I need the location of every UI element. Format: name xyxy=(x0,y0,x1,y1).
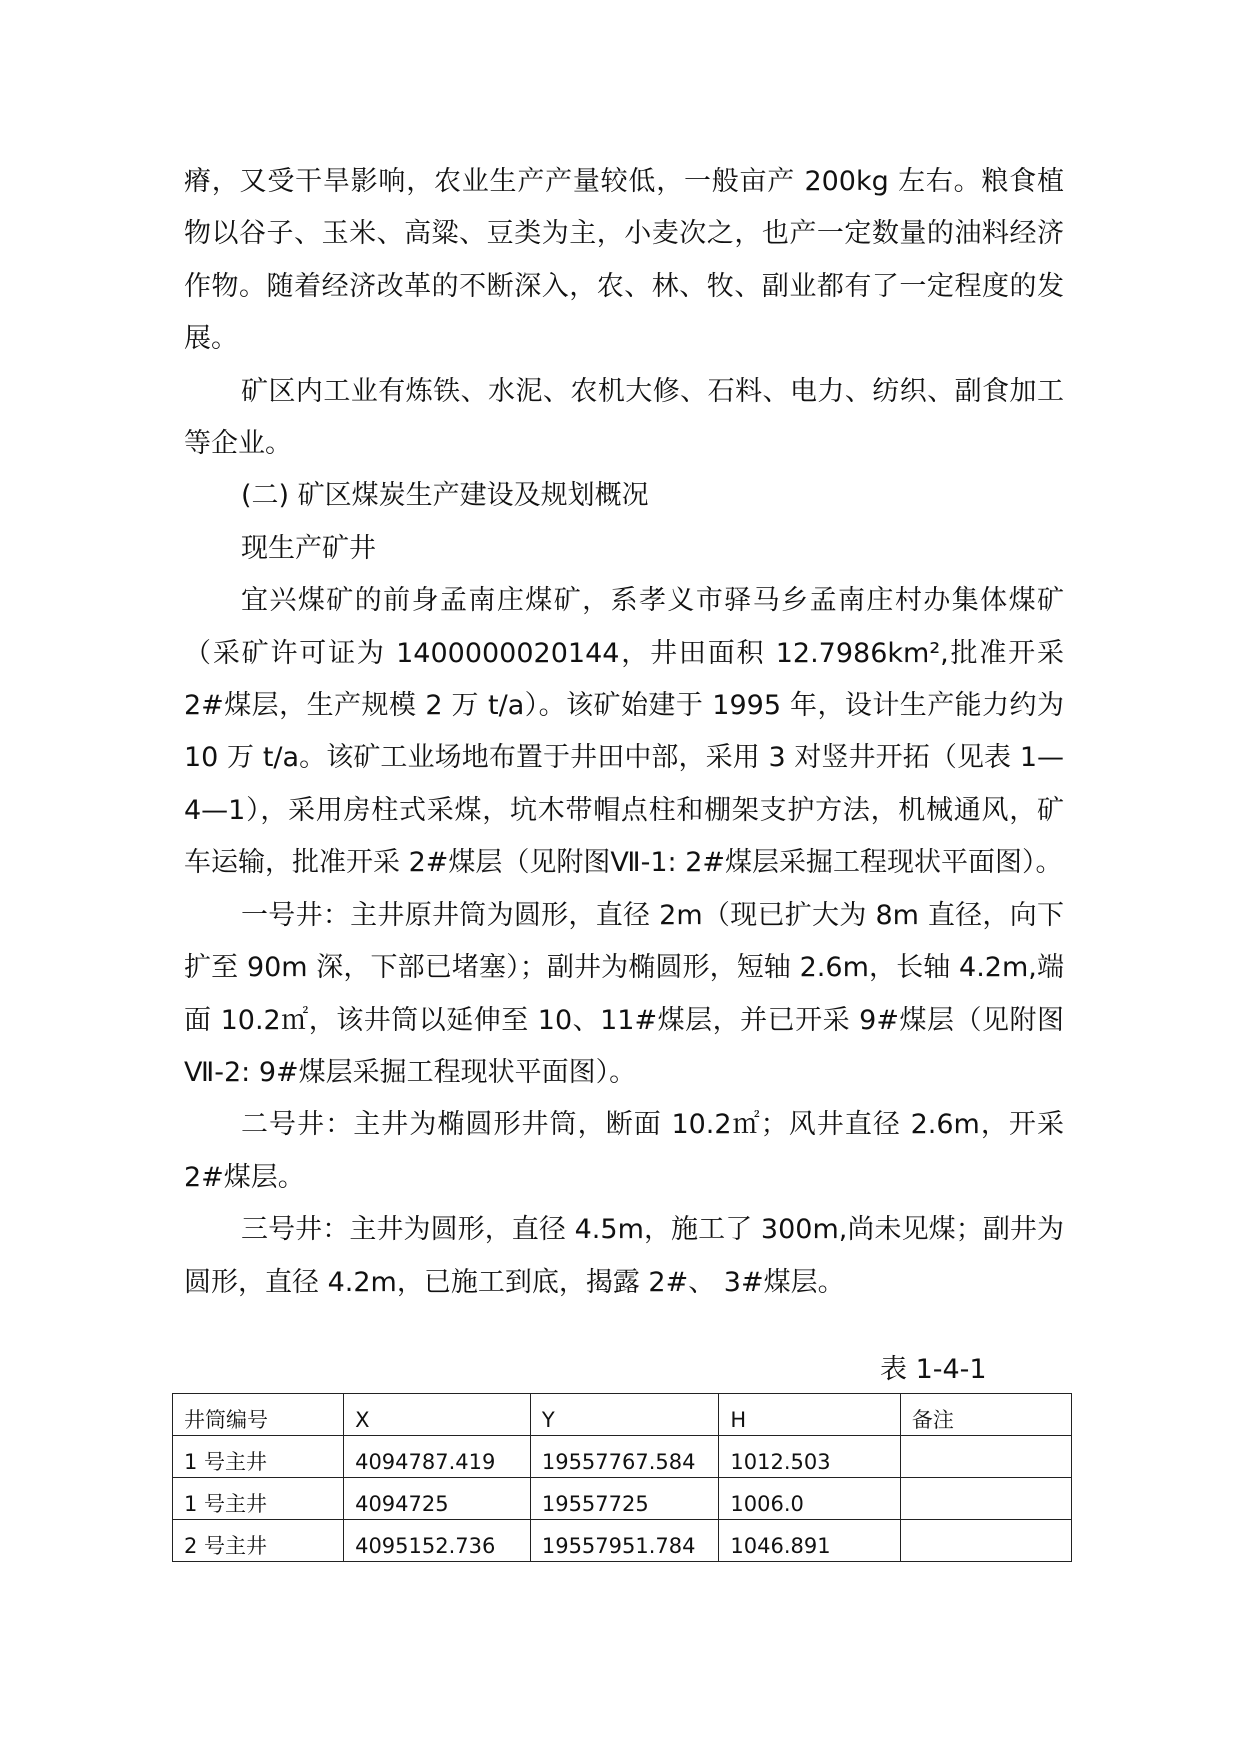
paragraph-shaft-1: 一号井：主井原井筒为圆形，直径 2m（现已扩大为 8m 直径，向下扩至 90m 深，下部已堵塞）；副井为椭圆形，短轴 2.6m，长轴 4.2m,端面 10.2㎡，该井筒以延伸至 10、11#煤层，并已开采 9#煤层（见附图Ⅶ-2: 9#煤层采掘工程现状平面图）。 xyxy=(184,899,1064,1088)
table-cell: 4094725 xyxy=(344,1478,531,1520)
header-cell: 备注 xyxy=(900,1394,1071,1436)
table-cell: 4095152.736 xyxy=(344,1520,531,1562)
table-row xyxy=(173,1478,1072,1520)
table-row xyxy=(173,1436,1072,1478)
table-cell: 4094787.419 xyxy=(344,1436,531,1478)
table-caption: 表 1-4-1 xyxy=(880,1354,987,1385)
table-cell: 19557767.584 xyxy=(530,1436,719,1478)
header-cell: X xyxy=(344,1394,531,1436)
subsection-heading: 现生产矿井 xyxy=(241,532,376,564)
table-cell: 1 号主井 xyxy=(173,1436,344,1478)
table-cell xyxy=(900,1436,1071,1478)
paragraph-mine-overview: 宜兴煤矿的前身孟南庄煤矿，系孝义市驿马乡孟南庄村办集体煤矿（采矿许可证为 1400000020144，井田面积 12.7986km²,批准开采 2#煤层，生产规模 2 万 t/a）。该矿始建于 1995 年，设计生产能力约为 10 万 t/a。该矿工业场地布置于井田中部，采用 3 对竖井开拓（见表 1—4—1），采用房柱式采煤，坑木带帽点柱和棚架支护方法，机械通风，矿车运输，批准开采 2#煤层（见附图Ⅶ-1: 2#煤层采掘工程现状平面图）。 xyxy=(184,585,1064,879)
table-header-row xyxy=(173,1394,1072,1436)
table-cell: 19557951.784 xyxy=(530,1520,719,1562)
table-row xyxy=(173,1520,1072,1562)
table-cell: 1 号主井 xyxy=(173,1478,344,1520)
paragraph-shaft-3: 三号井：主井为圆形，直径 4.5m，施工了 300m,尚未见煤；副井为圆形，直径 4.2m，已施工到底，揭露 2#、 3#煤层。 xyxy=(184,1214,1064,1298)
table-cell xyxy=(900,1520,1071,1562)
table-cell: 2 号主井 xyxy=(173,1520,344,1562)
section-heading: (二) 矿区煤炭生产建设及规划概况 xyxy=(241,480,649,512)
table-cell: 1046.891 xyxy=(719,1520,901,1562)
table-cell: 19557725 xyxy=(530,1478,719,1520)
table-cell: 1012.503 xyxy=(719,1436,901,1478)
paragraph-2: 矿区内工业有炼铁、水泥、农机大修、石料、电力、纺织、副食加工等企业。 xyxy=(184,375,1064,460)
paragraph-shaft-2: 二号井：主井为椭圆形井筒，断面 10.2㎡；风井直径 2.6m，开采 2#煤层。 xyxy=(184,1109,1064,1193)
header-cell: H xyxy=(719,1394,901,1436)
header-cell: Y xyxy=(530,1394,719,1436)
table-cell xyxy=(900,1478,1071,1520)
body-text xyxy=(184,156,1064,1309)
table-cell: 1006.0 xyxy=(719,1478,901,1520)
header-cell: 井筒编号 xyxy=(173,1394,344,1436)
paragraph-1: 瘠，又受干旱影响，农业生产产量较低，一般亩产 200kg 左右。粮食植物以谷子、玉米、高粱、豆类为主，小麦次之，也产一定数量的油料经济作物。随着经济改革的不断深入，农、林、牧、副业都有了一定程度的发展。 xyxy=(184,166,1064,355)
shaft-coordinates-table xyxy=(172,1393,1072,1562)
